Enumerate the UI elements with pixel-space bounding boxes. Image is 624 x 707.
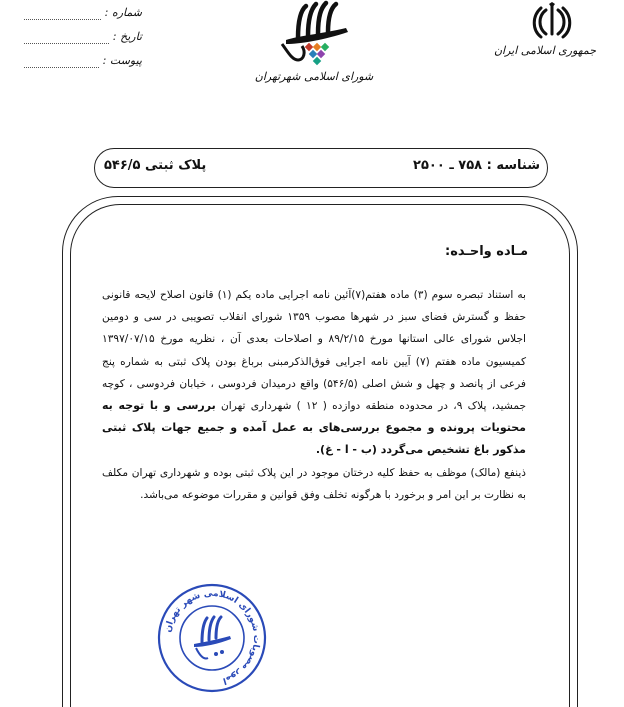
paragraph-1 [102,284,526,462]
attachment-dots [24,59,99,68]
attachment-label: پیوست : [102,54,142,67]
date-dots [24,35,109,44]
attachment-field [24,54,142,68]
article-title: مـاده واحـده: [445,244,528,259]
number-dots [24,11,101,20]
paragraph-1-bold: بررسی و با توجه به محتویات پرونده و مجموع بررسی‌های به عمل آمده و جمیع جهات پلاک ثبتی مذکور باغ تشخیص می‌گردد (ب - ا - غ). [102,399,526,457]
paragraph-2: ذینفع (مالک) موظف به حفظ کلیه درختان موجود در این پلاک ثبتی بوده و شهرداری تهران مکلف به نظارت بر این امر و برخورد با هرگونه تخلف وفق قوانین و مقررات موضوعه می‌باشد. [102,466,526,501]
shenase-id: شناسه : ۷۵۸ ـ ۲۵۰۰ [413,158,540,173]
date-field [24,30,142,44]
number-field [24,6,142,20]
paragraph-1-text: به استناد تبصره سوم (۳) ماده هفتم(۷)آئین نامه اجرایی ماده یکم (۱) قانون اصلاح لایحه قانونی حفظ و گسترش فضای سبز در شهرها مصوب ۱۳۵۹ شورای انقلاب تصویبی در سی و دومین اجلاس شورای عالی استانها مورخ ۸۹/۲/۱۵ و اصلاحات بعدی آن ، نظریه مورخ ۱۳۹۷/۰۷/۱۵ کمیسیون ماده هفتم (۷) آیین نامه اجرایی فوق‌الذکرمبنی برباغ بودن پلاک ثبتی به شماره پنج فرعی از پانصد و چهل و شش اصلی (۵۴۶/۵) واقع درمیدان فردوسی ، خیابان فردوسی ، کوچه جمشید، پلاک ۹، در محدوده منطقه دوازده ( ۱۲ ) شهرداری تهران [102,289,526,413]
body-text [102,284,526,506]
republic-name: جمهوری اسلامی ایران [493,44,596,57]
meta-fields [24,6,142,68]
council-name: شورای اسلامی شهرتهران [254,70,374,83]
council-logo-icon [268,0,364,66]
official-seal-icon [156,582,268,694]
number-label: شماره : [104,6,142,19]
date-label: تاریخ : [112,30,142,43]
seal-text: امور مصوبات شورای اسلامی شهر تهران [163,588,262,686]
iran-emblem-icon [532,2,572,40]
plak-id: پلاک ثبتی ۵۴۶/۵ [104,158,207,173]
